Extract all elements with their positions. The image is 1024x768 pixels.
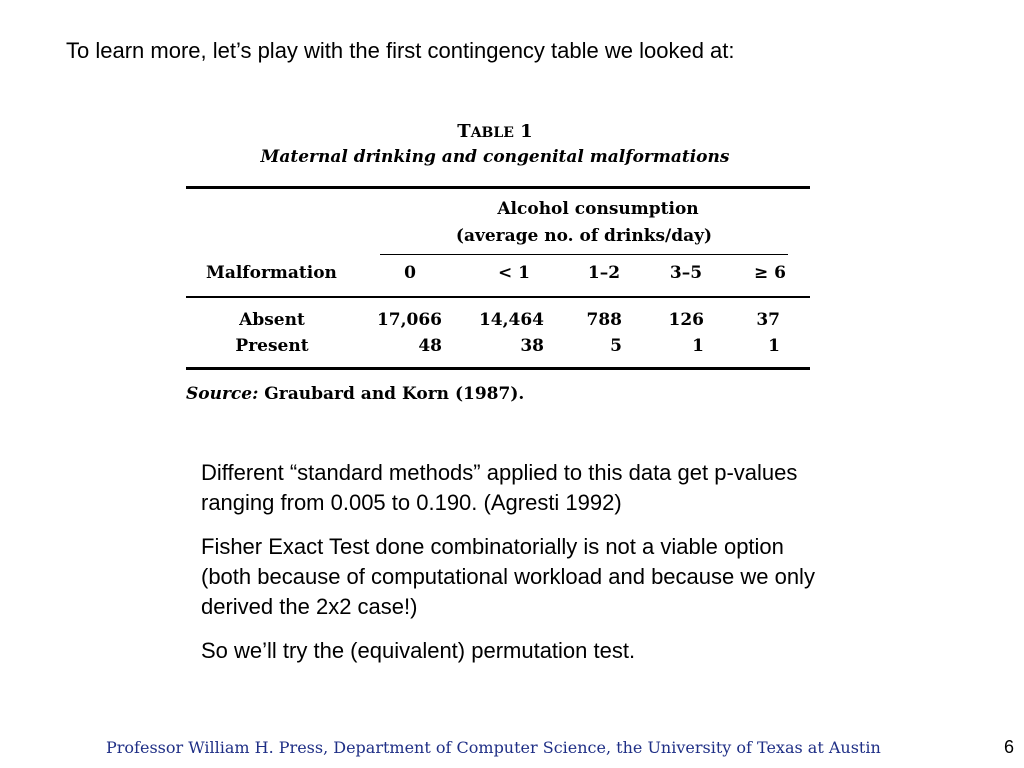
table-cell: 48 [418, 336, 442, 356]
row-label: Present [235, 336, 309, 356]
table-cell: 126 [668, 310, 704, 330]
table-cell: 788 [586, 310, 622, 330]
table-source-text: Graubard and Korn (1987). [258, 384, 525, 404]
page-number: 6 [1003, 737, 1014, 757]
paragraph: Fisher Exact Test done combinatorially is not a viable option (both because of computational workload and because we only derived the 2x2 case!) [201, 534, 815, 619]
group-header-line1: Alcohol consumption [497, 199, 699, 219]
table-source-label: Source: [186, 384, 259, 404]
table-number-small-caps: ABLE [470, 125, 514, 141]
table-cell: 17,066 [376, 310, 442, 330]
column-header: < 1 [498, 263, 530, 283]
row-header: Malformation [206, 263, 337, 283]
column-header: 3–5 [669, 263, 703, 283]
slide-footer: Professor William H. Press, Department of Computer Science, the University of Texas at Austin [106, 738, 881, 757]
table-number-first-letter: T [457, 121, 471, 142]
table-bottom-rule [186, 367, 810, 370]
table-caption: Maternal drinking and congenital malformations [260, 147, 730, 167]
table-source [186, 383, 524, 405]
table-cell: 14,464 [478, 310, 544, 330]
slide-heading: To learn more, let’s play with the first contingency table we looked at: [66, 38, 735, 63]
table-top-rule [186, 186, 810, 189]
column-header: 0 [404, 263, 416, 283]
table-cell: 5 [610, 336, 622, 356]
table-cell: 1 [768, 336, 780, 356]
table-number-digit: 1 [513, 121, 533, 142]
row-label: Absent [239, 310, 305, 330]
table-number [180, 120, 810, 145]
table-cell: 37 [756, 310, 780, 330]
group-header-rule [380, 254, 788, 255]
paragraph: So we’ll try the (equivalent) permutation test. [201, 638, 636, 663]
column-header: ≥ 6 [754, 263, 786, 283]
table-cell: 38 [520, 336, 544, 356]
group-header-line2: (average no. of drinks/day) [455, 226, 713, 246]
paragraph: Different “standard methods” applied to this data get p-values ranging from 0.005 to 0.190. (Agresti 1992) [201, 460, 798, 515]
body-text [201, 458, 821, 680]
table-header-rule [186, 296, 810, 298]
table-figure [186, 118, 810, 404]
table-cell: 1 [692, 336, 704, 356]
column-header: 1–2 [587, 263, 621, 283]
